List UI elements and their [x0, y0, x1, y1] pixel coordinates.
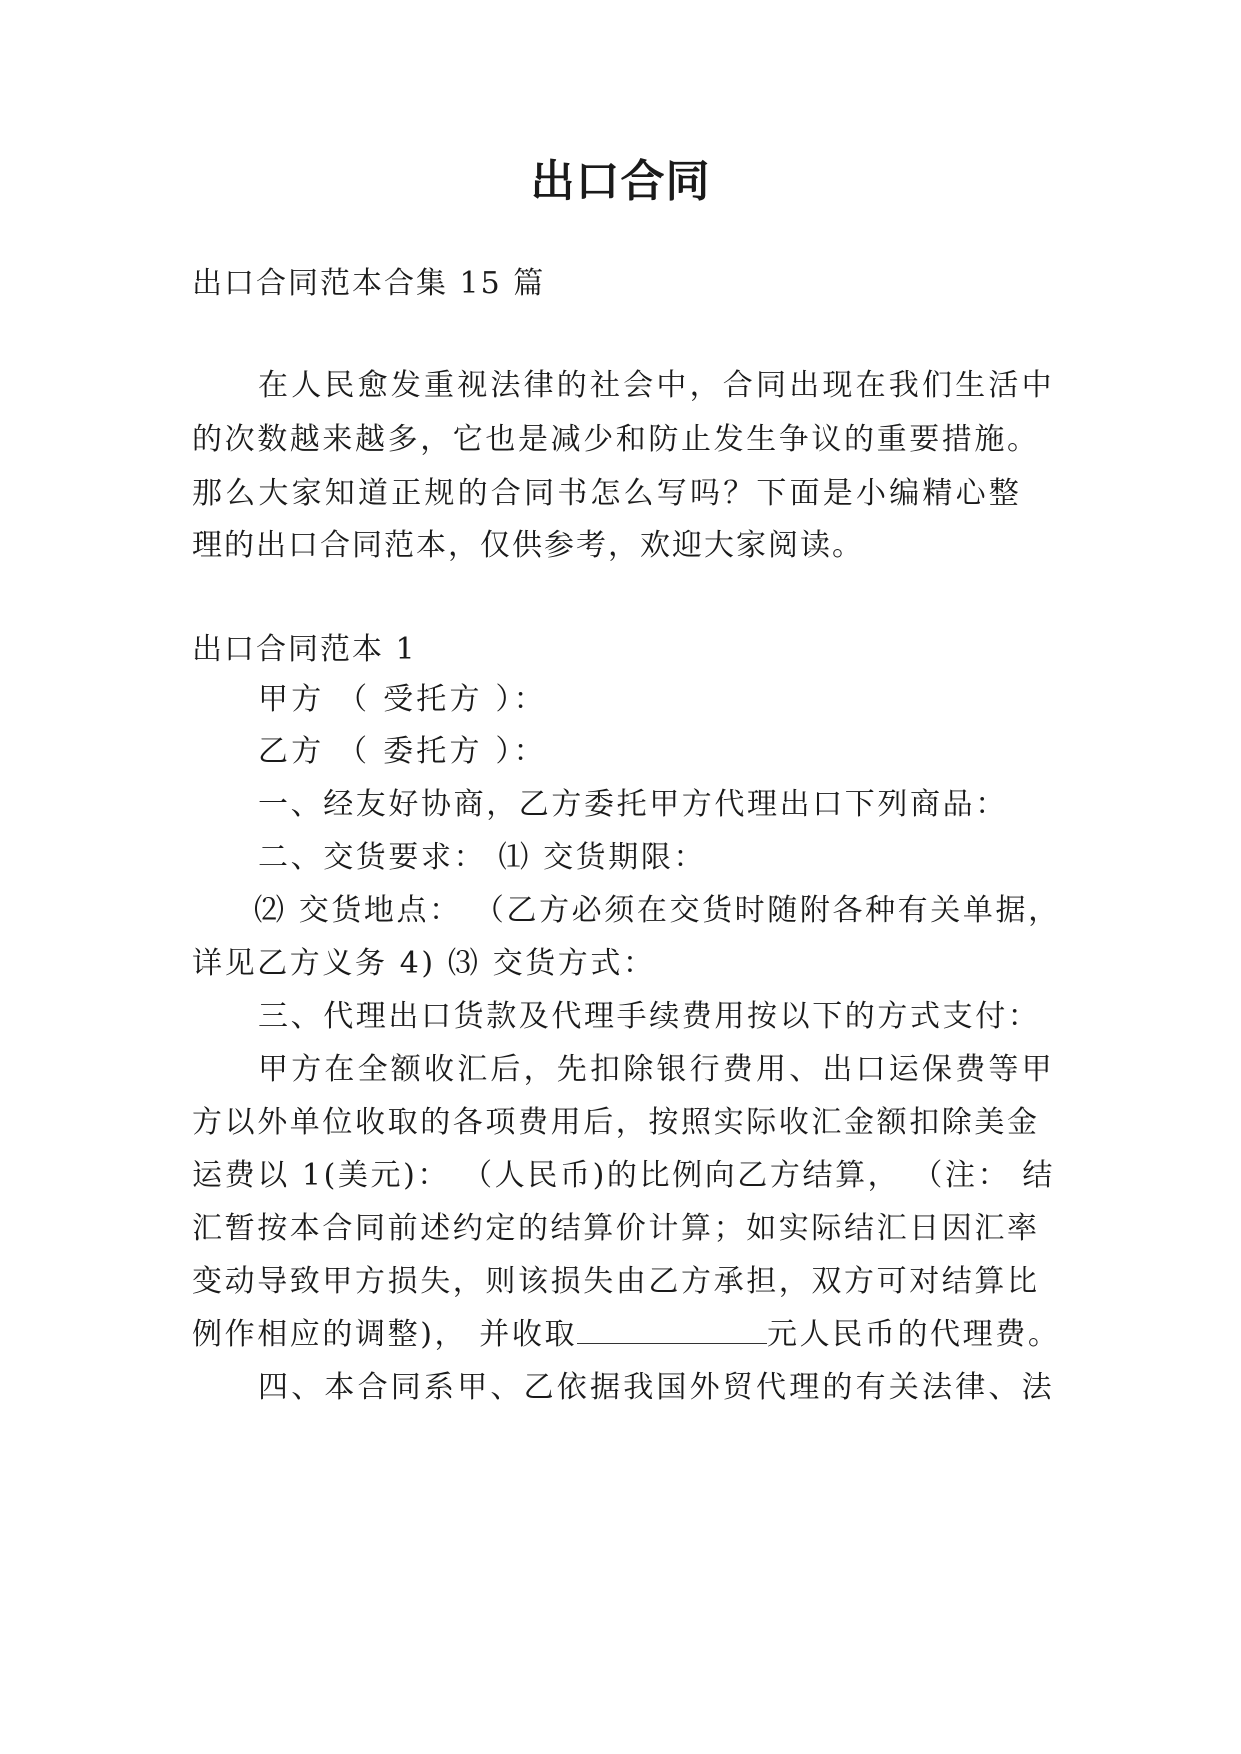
document-title: 出口合同	[530, 156, 711, 207]
document-subtitle: 出口合同范本合集 15 篇	[192, 266, 546, 301]
clause-2-line-3: 详见乙方义务 4) ⑶ 交货方式：	[192, 946, 656, 981]
section-heading: 出口合同范本 1	[192, 632, 417, 667]
clause-2-line-2: ⑵ 交货地点： （乙方必须在交货时随附各种有关单据，	[254, 893, 1061, 928]
intro-line-2: 的次数越来越多，它也是减少和防止发生争议的重要措施。	[192, 422, 1040, 457]
clause-3-body-line-4: 汇暂按本合同前述约定的结算价计算；如实际结汇日因汇率	[192, 1211, 1040, 1246]
intro-line-4: 理的出口合同范本，仅供参考，欢迎大家阅读。	[192, 528, 864, 563]
clause-3-body-line-3: 运费以 1(美元)： （人民币)的比例向乙方结算， （注： 结	[192, 1158, 1055, 1193]
fee-prefix: 例作相应的调整)， 并收取	[192, 1317, 578, 1352]
fee-blank-field	[577, 1317, 767, 1344]
clause-2: 二、交货要求： ⑴ 交货期限：	[258, 840, 707, 875]
clause-1: 一、经友好协商，乙方委托甲方代理出口下列商品：	[258, 787, 1008, 822]
clause-4: 四、本合同系甲、乙依据我国外贸代理的有关法律、法	[258, 1370, 1055, 1405]
party-a-line: 甲方 （ 受托方 ）：	[258, 682, 547, 717]
intro-line-1: 在人民愈发重视法律的社会中，合同出现在我们生活中	[258, 368, 1055, 403]
clause-3-body-line-5: 变动导致甲方损失，则该损失由乙方承担，双方可对结算比	[192, 1264, 1040, 1299]
party-b-line: 乙方 （ 委托方 ）：	[258, 734, 547, 769]
clause-3-body-line-6	[192, 1313, 1072, 1357]
clause-3-body-line-1: 甲方在全额收汇后，先扣除银行费用、出口运保费等甲	[258, 1052, 1055, 1087]
clause-3-body-line-2: 方以外单位收取的各项费用后，按照实际收汇金额扣除美金	[192, 1105, 1040, 1140]
intro-line-3: 那么大家知道正规的合同书怎么写吗？下面是小编精心整	[192, 476, 1022, 511]
clause-3: 三、代理出口货款及代理手续费用按以下的方式支付：	[258, 999, 1041, 1034]
fee-suffix: 元人民币的代理费。	[767, 1317, 1061, 1352]
